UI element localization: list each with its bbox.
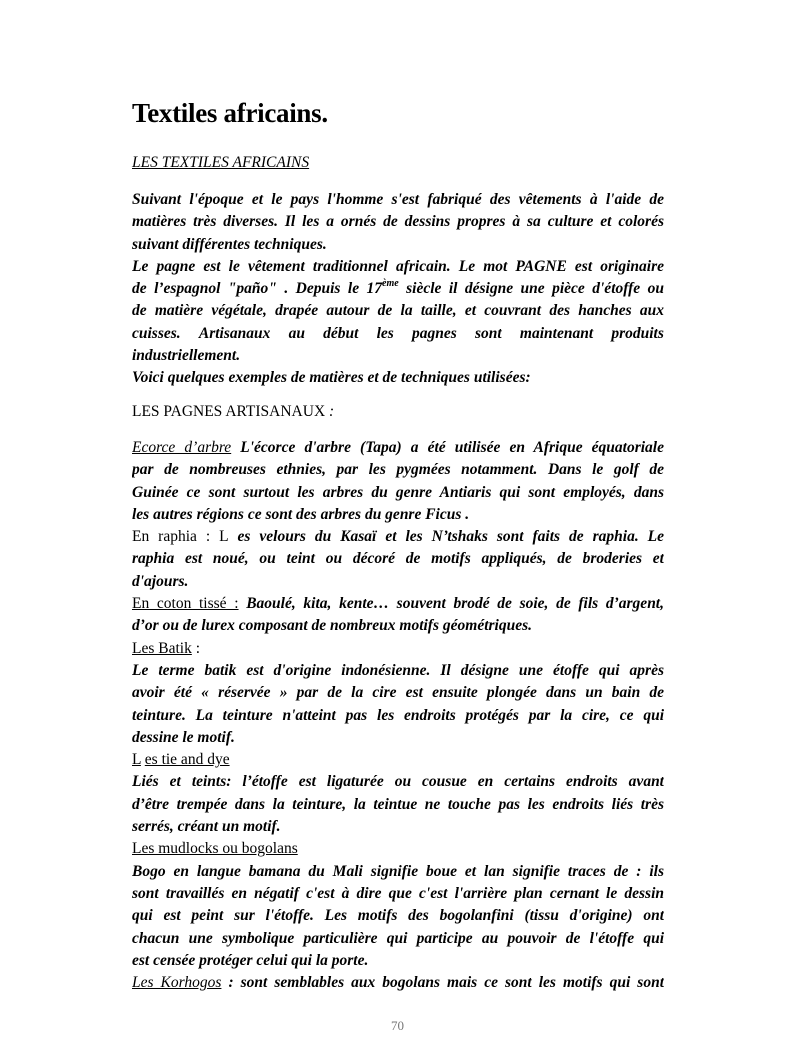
tie-dye-line: Liés et teints: l’étoffe est ligaturée ou cousue en certains endroits avant	[132, 773, 664, 791]
batik-line: teinture. La teinture n'atteint pas les endroits protégés par la cire, ce qui	[132, 706, 664, 724]
intro-line: Voici quelques exemples de matières et de techniques utilisées:	[132, 369, 531, 387]
intro-line	[132, 278, 664, 300]
word: cuisses.	[132, 324, 181, 342]
batik-label-suffix: :	[191, 639, 201, 657]
ecorce-line	[132, 437, 664, 459]
korhogos-label: Les Korhogos	[132, 974, 222, 992]
raphia-line: d'ajours.	[132, 572, 189, 590]
ecorce-line: par de nombreuses ethnies, par les pygmées notamment. Dans le golf de	[132, 461, 664, 479]
raphia-line: raphia est noué, ou teint ou décoré de motifs appliqués, de broderies et	[132, 550, 664, 568]
intro-block	[132, 189, 664, 390]
ecorce-line: les autres régions ce sont des arbres du genre Ficus .	[132, 505, 470, 523]
tie-dye-label-a: L	[132, 751, 141, 769]
intro-text: de l’espagnol "paño" . Depuis le 17	[132, 280, 383, 298]
ecorce-text: L'écorce d'arbre (Tapa) a été utilisée en Afrique équatoriale	[231, 439, 664, 456]
word: produits	[611, 324, 664, 342]
word: sont	[475, 324, 502, 342]
batik-heading-line	[132, 638, 664, 660]
tie-dye-label-b: es tie and dye	[144, 751, 230, 769]
korhogos-line	[132, 972, 664, 994]
word: pagnes	[412, 324, 457, 342]
artisanal-heading-text: LES PAGNES ARTISANAUX	[132, 403, 326, 420]
raphia-label: En raphia : L	[132, 528, 229, 546]
intro-line: matières très diverses. Il les a ornés de dessins propres à sa culture et colorés	[132, 213, 664, 231]
intro-line-justified	[132, 323, 664, 345]
batik-line: dessine le motif.	[132, 728, 235, 746]
superscript: ème	[382, 278, 399, 290]
coton-text: Baoulé, kita, kente… souvent brodé de soie, de fils d’argent,	[238, 595, 664, 613]
intro-line: Suivant l'époque et le pays l'homme s'est fabriqué des vêtements à l'aide de	[132, 191, 664, 208]
raphia-text: es velours du Kasaï et les N’tshaks sont faits de raphia. Le	[228, 528, 664, 546]
tie-dye-heading-line	[132, 749, 664, 771]
bogolans-line: chacun une symbolique particulière qui participe au pouvoir de l'étoffe qui	[132, 929, 664, 947]
intro-line: suivant différentes techniques.	[132, 235, 327, 253]
intro-text: siècle il désigne une pièce d'étoffe ou	[398, 280, 664, 298]
bogolans-heading-line	[132, 838, 664, 860]
coton-line	[132, 593, 664, 615]
bogolans-line: Bogo en langue bamana du Mali signifie boue et lan signifie traces de : ils	[132, 862, 664, 880]
page-number: 70	[391, 1018, 404, 1033]
intro-line: industriellement.	[132, 347, 241, 365]
batik-line: avoir été « réservée » par de la cire est ensuite plongée dans un bain de	[132, 684, 664, 702]
bogolans-label: Les mudlocks ou bogolans	[132, 840, 298, 858]
intro-line: de matière végétale, drapée autour de la taille, et couvrant des hanches aux	[132, 302, 664, 320]
word: Artisanaux	[198, 324, 271, 342]
section-heading: LES TEXTILES AFRICAINS	[132, 154, 310, 171]
bogolans-line: qui est peint sur l'étoffe. Les motifs des bogolanfini (tissu d'origine) ont	[132, 907, 664, 925]
content-block	[132, 437, 664, 994]
artisanal-heading-line	[132, 401, 664, 423]
word: au	[288, 324, 305, 342]
tie-dye-line: d’être trempée dans la teinture, la teintue ne touche pas les endroits liés très	[132, 795, 664, 813]
tie-dye-line: serrés, créant un motif.	[132, 818, 281, 836]
artisanal-heading	[132, 401, 664, 423]
raphia-line	[132, 526, 664, 548]
word: début	[323, 324, 359, 342]
korhogos-text: : sont semblables aux bogolans mais ce sont les motifs qui sont	[221, 974, 664, 992]
word: les	[376, 324, 394, 342]
coton-label: En coton tissé :	[132, 595, 239, 613]
bogolans-line: sont travaillés en négatif c'est à dire que c'est l'arrière plan cernant le dessin	[132, 884, 664, 902]
artisanal-heading-suffix: :	[325, 403, 335, 420]
word: maintenant	[519, 324, 594, 342]
ecorce-line: Guinée ce sont surtout les arbres du genre Antiaris qui sont employés, dans	[132, 483, 664, 501]
intro-line: Le pagne est le vêtement traditionnel africain. Le mot PAGNE est originaire	[132, 257, 664, 275]
coton-line: d’or ou de lurex composant de nombreux motifs géométriques.	[132, 617, 532, 635]
batik-label: Les Batik	[132, 639, 192, 657]
page-title: Textiles africains.	[132, 98, 328, 128]
ecorce-label: Ecorce d’arbre	[132, 439, 232, 456]
batik-line: Le terme batik est d'origine indonésienne. Il désigne une étoffe qui après	[132, 661, 664, 679]
bogolans-line: est censée protéger celui qui la porte.	[132, 951, 369, 969]
